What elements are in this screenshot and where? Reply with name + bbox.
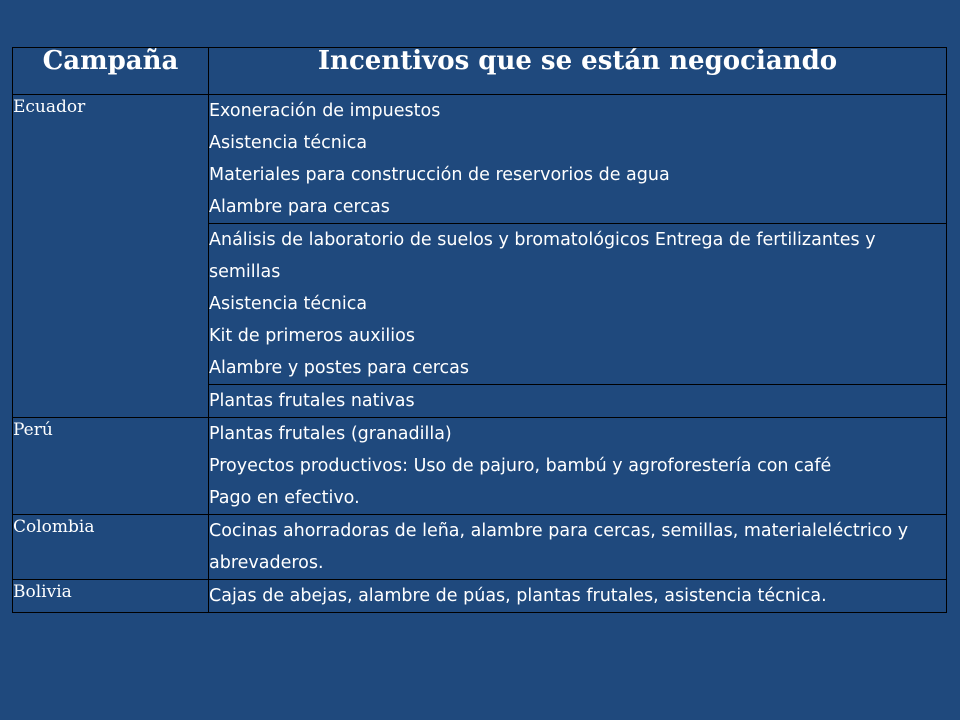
country-peru: Perú <box>13 418 209 515</box>
country-colombia: Colombia <box>13 515 209 580</box>
incentive-item: Análisis de laboratorio de suelos y bromatológicos Entrega de fertilizantes y semillas <box>209 230 876 282</box>
incentive-group <box>209 224 947 385</box>
incentive-item: Plantas frutales (granadilla) <box>209 424 452 444</box>
header-row <box>13 48 947 95</box>
country-ecuador: Ecuador <box>13 95 209 418</box>
incentive-item: Proyectos productivos: Uso de pajuro, bambú y agroforestería con café <box>209 456 832 476</box>
incentive-group <box>209 580 947 613</box>
table-row <box>13 95 947 224</box>
incentive-item: Cajas de abejas, alambre de púas, plantas frutales, asistencia técnica. <box>209 586 827 606</box>
incentive-item: Exoneración de impuestos <box>209 101 441 121</box>
header-campaign: Campaña <box>13 48 209 95</box>
incentive-item: Plantas frutales nativas <box>209 391 415 411</box>
incentives-table <box>12 47 947 613</box>
table-row <box>13 418 947 515</box>
table-row <box>13 515 947 580</box>
incentive-group <box>209 515 947 580</box>
country-bolivia: Bolivia <box>13 580 209 613</box>
incentive-item: Alambre para cercas <box>209 197 390 217</box>
incentive-group <box>209 385 947 418</box>
incentive-item: Pago en efectivo. <box>209 488 360 508</box>
incentive-item: Kit de primeros auxilios <box>209 326 415 346</box>
incentive-item: Cocinas ahorradoras de leña, alambre para cercas, semillas, materialeléctrico y abrevaderos. <box>209 521 909 573</box>
incentive-group <box>209 95 947 224</box>
incentive-item: Materiales para construcción de reservorios de agua <box>209 165 670 185</box>
incentive-item: Asistencia técnica <box>209 294 368 314</box>
incentive-item: Alambre y postes para cercas <box>209 358 469 378</box>
header-incentives: Incentivos que se están negociando <box>209 48 947 95</box>
incentive-item: Asistencia técnica <box>209 133 368 153</box>
table-row <box>13 580 947 613</box>
incentive-group <box>209 418 947 515</box>
